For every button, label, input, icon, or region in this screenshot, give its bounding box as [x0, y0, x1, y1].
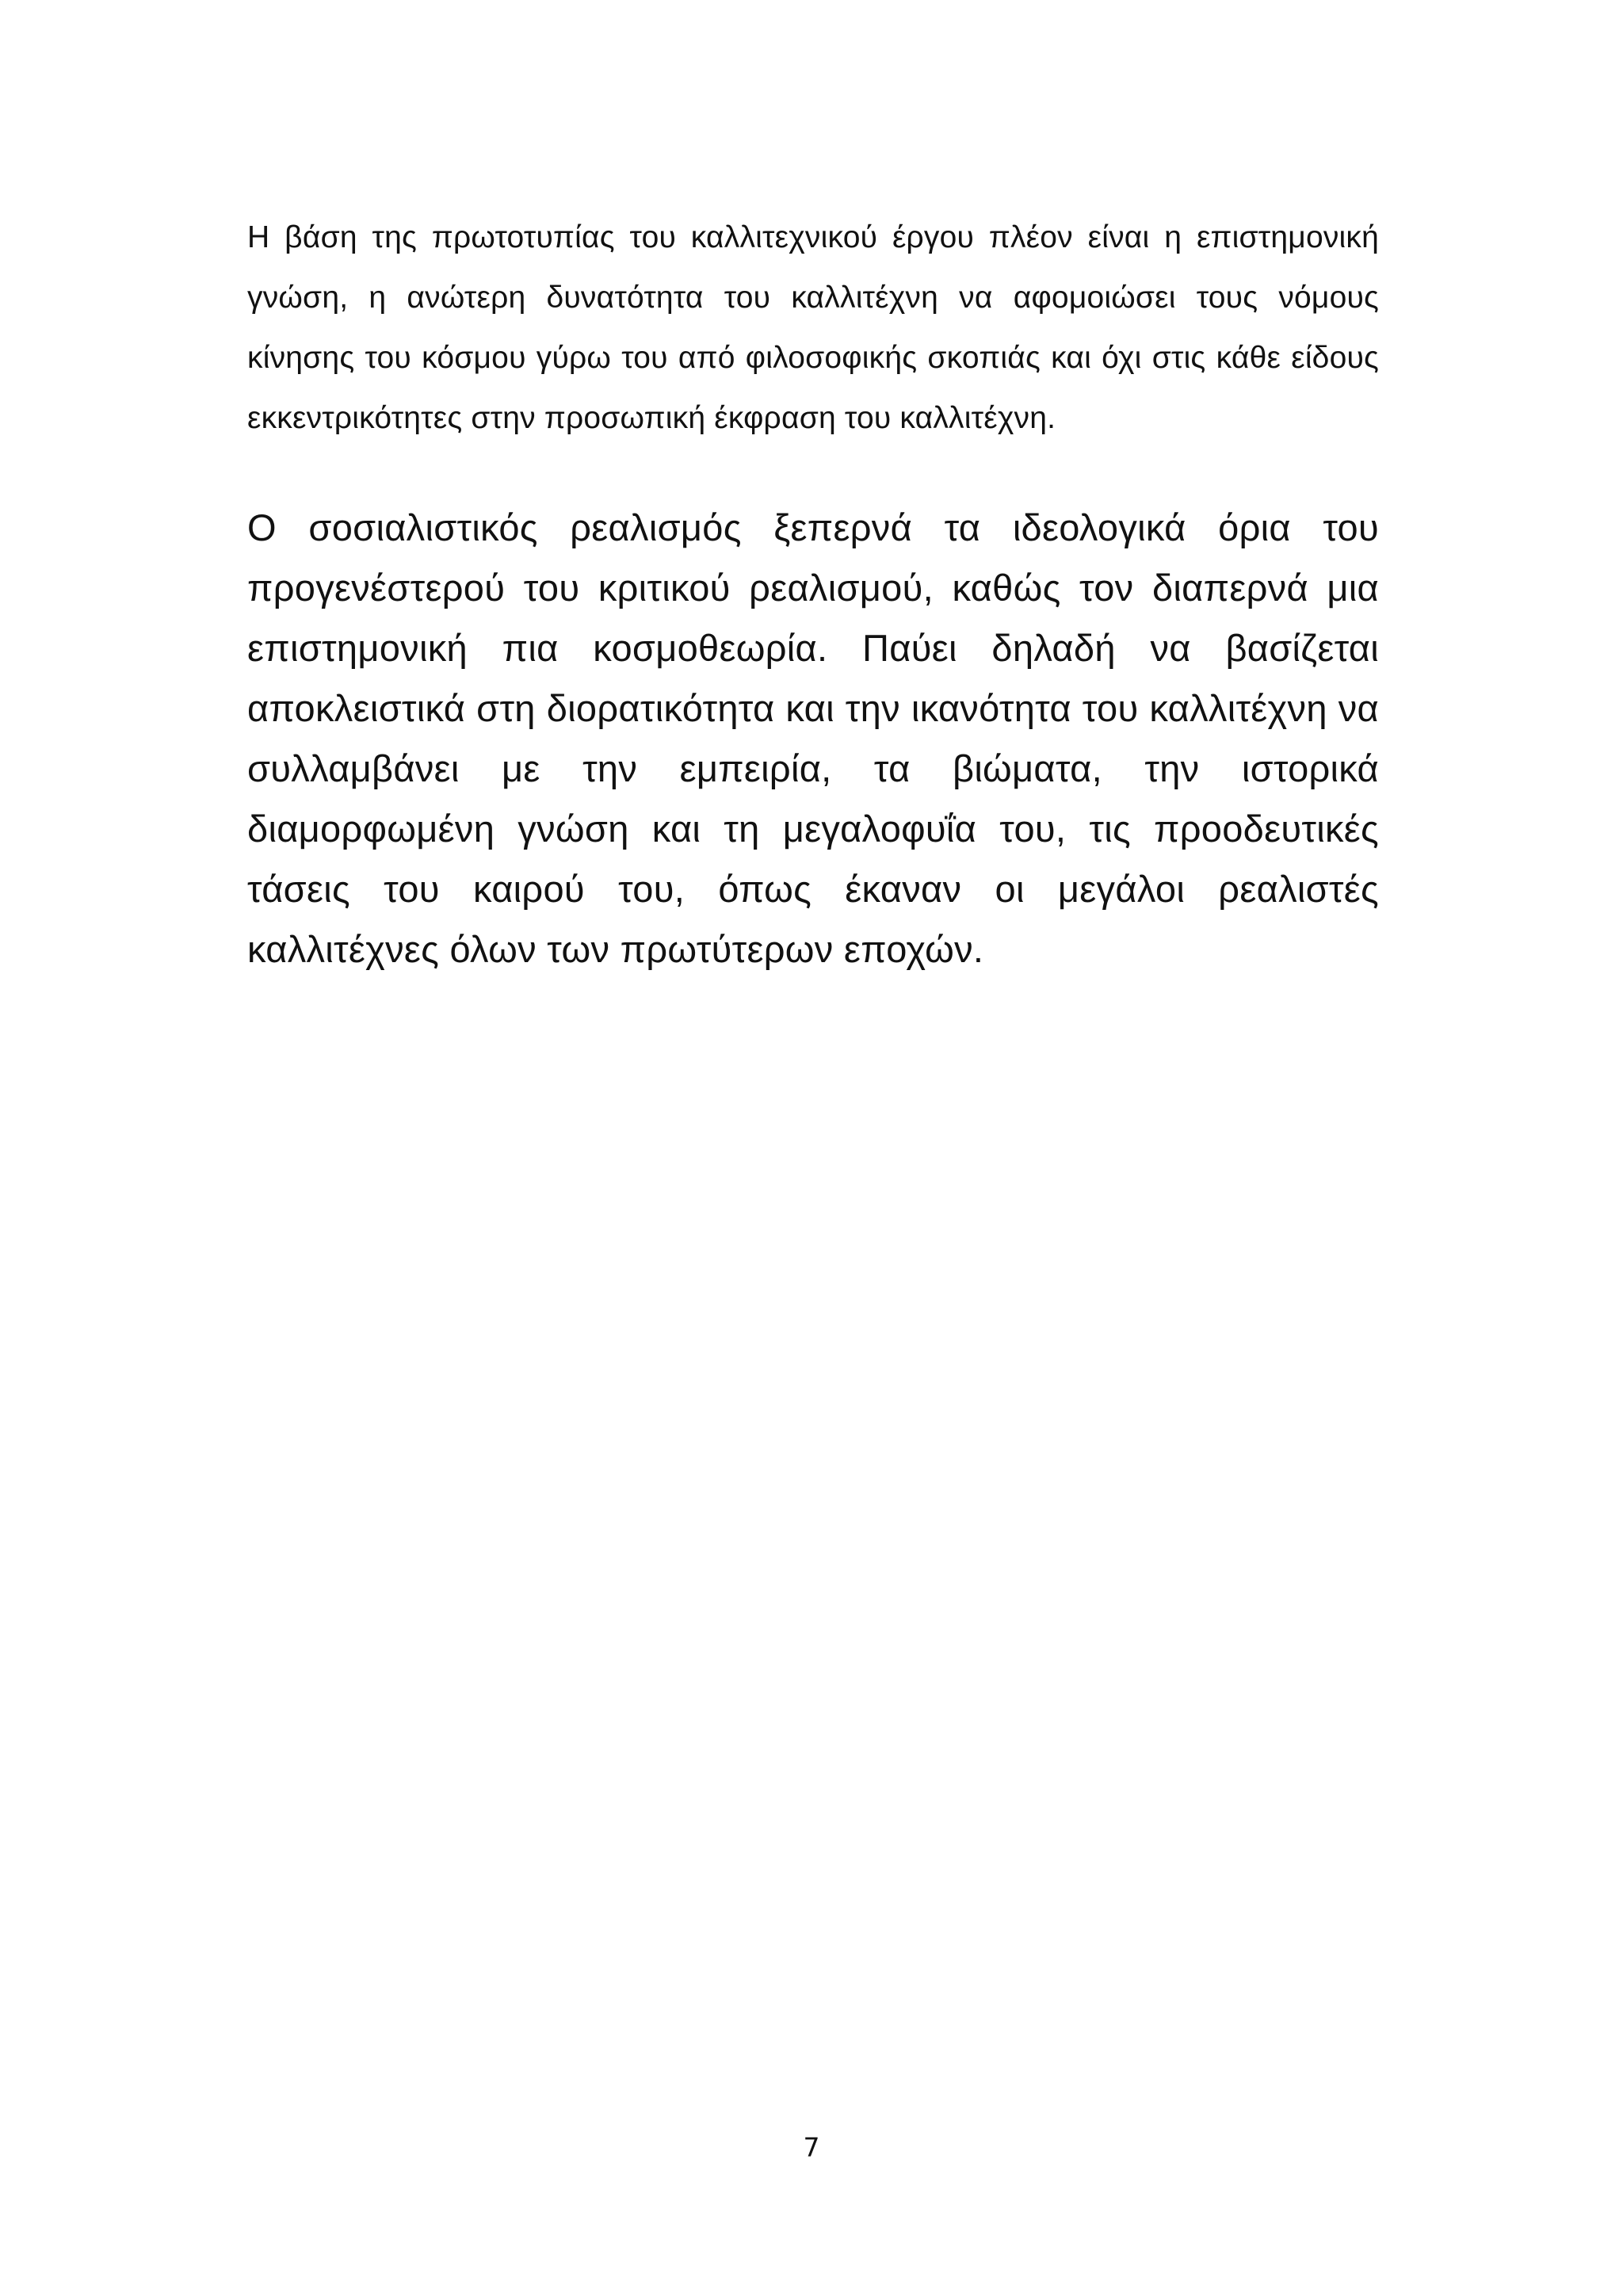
paragraph-1: Η βάση της πρωτοτυπίας του καλλιτεχνικού έργου πλέον είναι η επιστημονική γνώση, η ανώτερη δυνατότητα του καλλιτέχνη να αφομοιώσει τους νόμους κίνησης του κόσμου γύρω του από φιλοσοφικής σκοπιάς και όχι στις κάθε είδους εκκεντρικότητες στην προσωπική έκφραση του καλλιτέχνη.: [247, 220, 1379, 435]
paragraph-2: Ο σοσιαλιστικός ρεαλισμός ξεπερνά τα ιδεολογικά όρια του προγενέστερού του κριτικού ρεαλισμού, καθώς τον διαπερνά μια επιστημονική πια κοσμοθεωρία. Παύει δηλαδή να βασίζεται αποκλειστικά στη διορατικότητα και την ικανότητα του καλλιτέχνη να συλλαμβάνει με την εμπειρία, τα βιώματα, την ιστορικά διαμορφωμένη γνώση και τη μεγαλοφυΐα του, τις προοδευτικές τάσεις του καιρού του, όπως έκαναν οι μεγάλοι ρεαλιστές καλλιτέχνες όλων των πρωτύτερων εποχών.: [247, 506, 1379, 970]
page-number: 7: [803, 2132, 820, 2163]
